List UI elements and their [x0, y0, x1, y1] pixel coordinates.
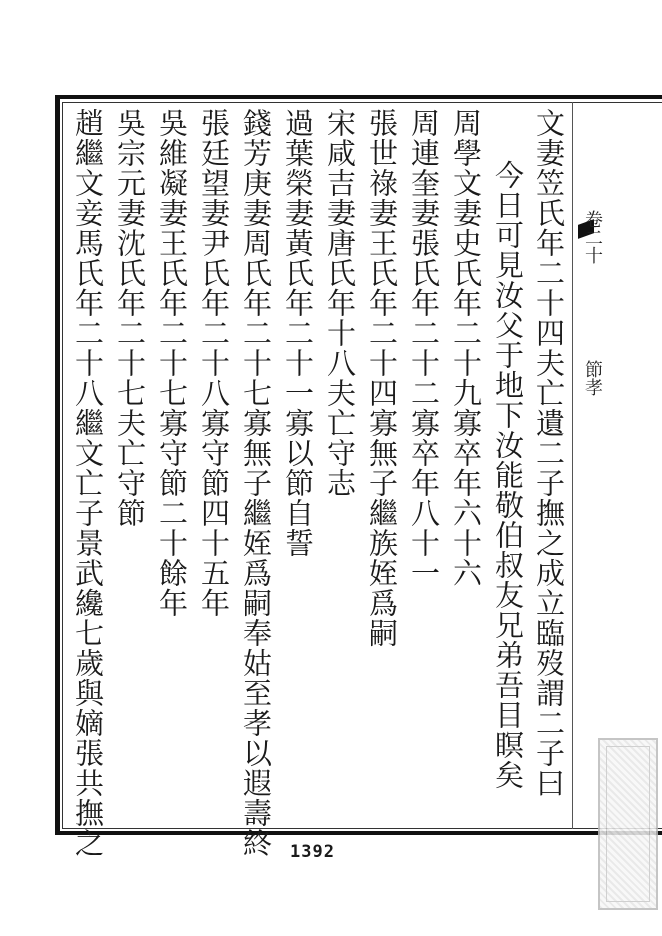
- edge-divider: [572, 102, 573, 829]
- text-column-1: 文妻笠氏年二十四夫亡遺二子撫之成立臨歿謂二子曰: [532, 108, 566, 798]
- text-column-3: 周學文妻史氏年二十九寡卒年六十六: [449, 108, 483, 588]
- text-column-2: 今日可見汝父于地下汝能敬伯叔友兄弟吾目瞑矣: [491, 160, 525, 790]
- library-seal-stamp: [598, 738, 658, 910]
- text-column-12: 趙繼文妾馬氏年二十八繼文亡子景武纔七歲與嫡張共撫之: [71, 108, 105, 858]
- text-column-6: 宋咸吉妻唐氏年十八夫亡守志: [323, 108, 357, 498]
- text-column-9: 張廷望妻尹氏年二十八寡守節四十五年: [197, 108, 231, 618]
- text-column-11: 吳宗元妻沈氏年二十七夫亡守節: [113, 108, 147, 528]
- page-number: 1392: [290, 842, 335, 862]
- text-column-4: 周連奎妻張氏年二十二寡卒年八十一: [407, 108, 441, 588]
- edge-section-label: 節孝: [582, 360, 603, 396]
- text-column-7: 過葉榮妻黃氏年二十一寡以節自誓: [281, 108, 315, 558]
- text-column-10: 吳維凝妻王氏年二十七寡守節二十餘年: [155, 108, 189, 618]
- edge-volume-label: 卷二十: [582, 210, 603, 264]
- text-column-5: 張世祿妻王氏年二十四寡無子繼族姪爲嗣: [365, 108, 399, 648]
- text-column-8: 錢芳庚妻周氏年二十七寡無子繼姪爲嗣奉姑至孝以遐壽終: [239, 108, 273, 858]
